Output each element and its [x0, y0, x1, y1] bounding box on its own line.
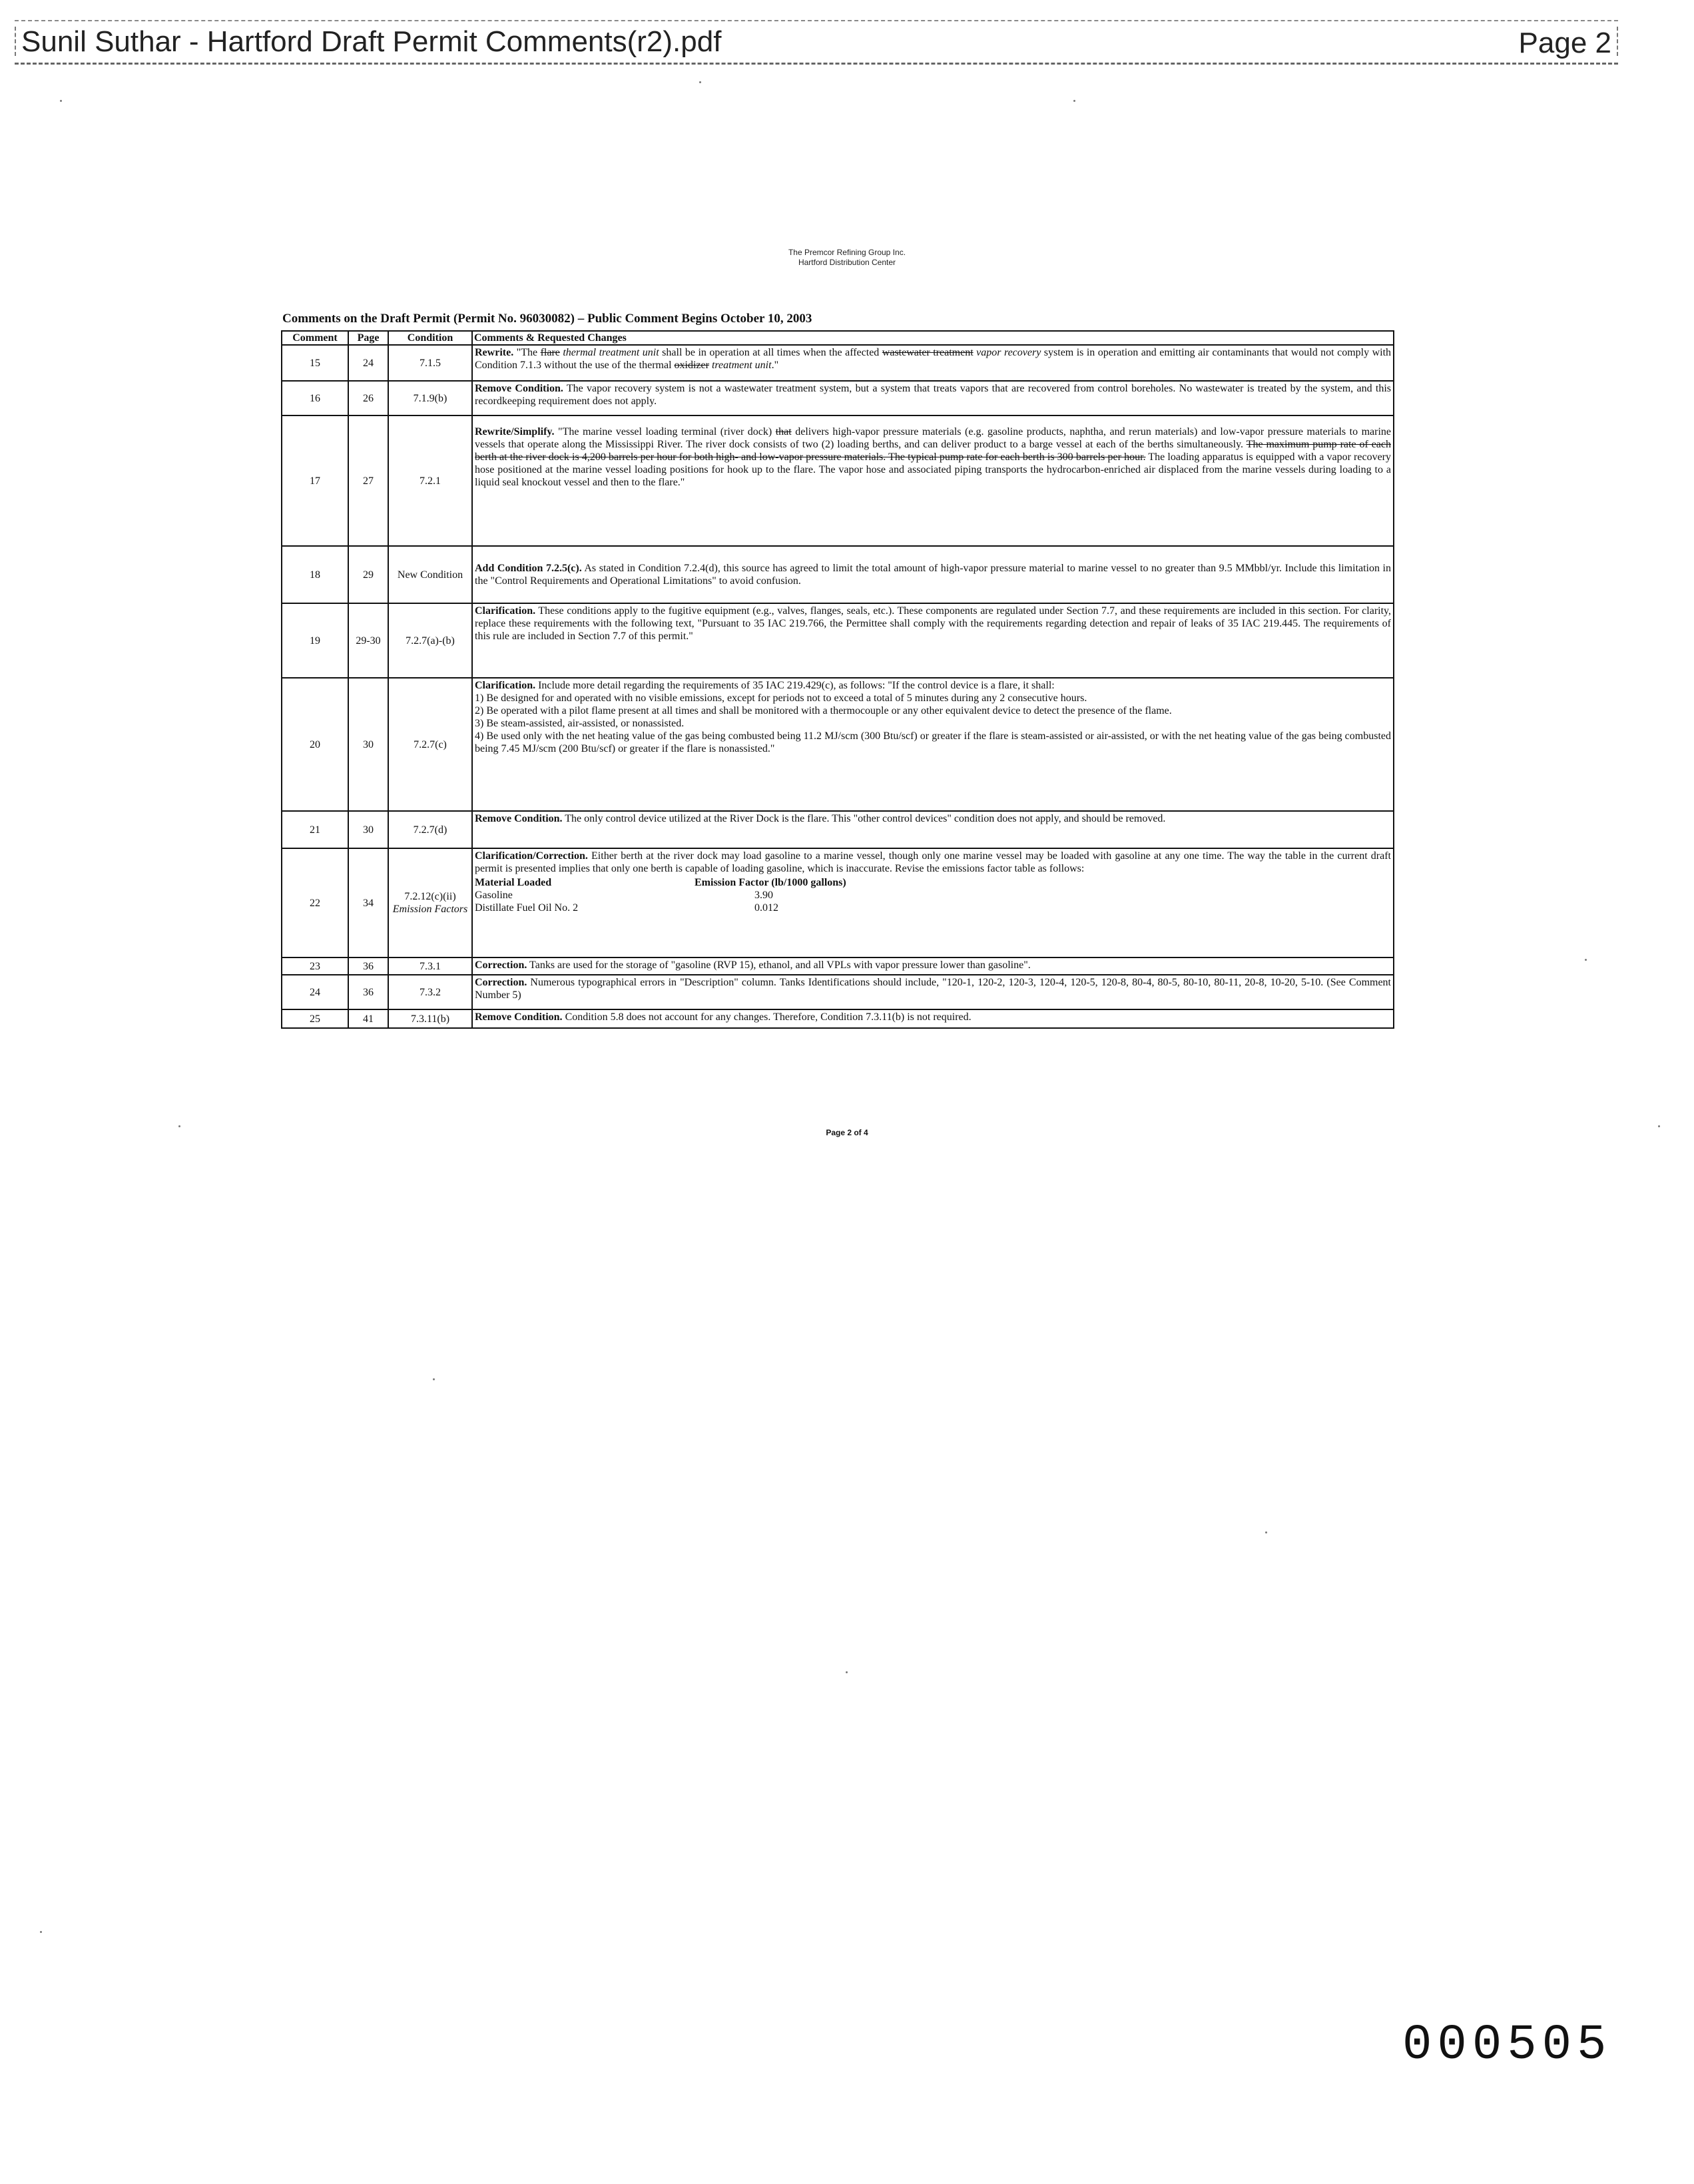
comments-table — [281, 330, 1394, 1029]
page-number: 30 — [348, 678, 388, 811]
struck-text: wastewater treatment — [882, 347, 974, 358]
material-name: Gasoline — [475, 890, 513, 901]
scan-speck — [1073, 100, 1075, 102]
comment-body: system is in operation and emitting air contaminants that would not comply with Condition 7.1.3 without the use of the thermal — [475, 347, 1392, 371]
facility-name: Hartford Distribution Center — [798, 258, 896, 267]
table-row — [282, 415, 1394, 546]
material-name: Distillate Fuel Oil No. 2 — [475, 902, 579, 914]
scan-speck — [1658, 1125, 1660, 1127]
table-row — [282, 381, 1394, 415]
scan-speck — [1265, 1531, 1267, 1533]
condition-ref: 7.3.1 — [388, 957, 472, 975]
comment-lead: Rewrite. — [475, 347, 514, 358]
column-header-condition: Condition — [388, 331, 472, 345]
table-row — [282, 678, 1394, 811]
comment-lead: Remove Condition. — [475, 813, 563, 824]
comment-body: As stated in Condition 7.2.4(d), this source has agreed to limit the total amount of high-vapor pressure material to marine vessel to no greater than 9.5 MMbbl/yr. Include this limitation in the "Control Requirements and Operational Limitations" to avoid confusion. — [475, 563, 1392, 587]
condition-ref: 7.1.9(b) — [388, 381, 472, 415]
comment-body: Tanks are used for the storage of "gasoline (RVP 15), ethanol, and all VPLs with vapor pressure lower than gasoline". — [527, 959, 1031, 971]
company-name: The Premcor Refining Group Inc. — [788, 248, 906, 257]
comment-body: "The — [513, 347, 541, 358]
comment-text — [472, 546, 1394, 603]
comment-number: 16 — [282, 381, 348, 415]
comment-text — [472, 848, 1394, 957]
bates-number: 000505 — [1402, 2018, 1612, 2073]
page-number: 36 — [348, 975, 388, 1009]
comment-number: 22 — [282, 848, 348, 957]
scan-speck — [60, 100, 62, 102]
comment-text — [472, 678, 1394, 811]
emission-factor-row — [475, 902, 1391, 914]
comment-lead: Remove Condition. — [475, 1011, 563, 1023]
factor-value: 3.90 — [754, 890, 773, 901]
company-header — [0, 248, 1694, 268]
comment-body: ." — [771, 360, 779, 371]
table-row — [282, 957, 1394, 975]
print-header — [15, 20, 1618, 65]
header-left-bracket — [15, 27, 18, 56]
inserted-text: vapor recovery — [973, 347, 1041, 358]
comment-lead: Add Condition 7.2.5(c). — [475, 563, 582, 574]
comment-number: 18 — [282, 546, 348, 603]
comment-body: The vapor recovery system is not a wastewater treatment system, but a system that treats vapors that are recovered from control boreholes. No wastewater is treated by the system, and this recordkeeping requirement does not apply. — [475, 383, 1391, 407]
factor-value: 0.012 — [754, 902, 778, 914]
comment-body: Include more detail regarding the requirements of 35 IAC 219.429(c), as follows: "If the control device is a flare, it shall: — [535, 680, 1055, 691]
condition-ref: 7.2.1 — [388, 415, 472, 546]
comment-text — [472, 975, 1394, 1009]
requirement-item: 3) Be steam-assisted, air-assisted, or nonassisted. — [475, 718, 685, 729]
comment-number: 19 — [282, 603, 348, 678]
page-number: 24 — [348, 345, 388, 381]
comment-body: The only control device utilized at the River Dock is the flare. This "other control devices" condition does not apply, and should be removed. — [562, 813, 1166, 824]
comment-text — [472, 1009, 1394, 1028]
page-number: 26 — [348, 381, 388, 415]
comment-number: 21 — [282, 811, 348, 848]
comment-number: 20 — [282, 678, 348, 811]
table-row — [282, 546, 1394, 603]
condition-number: 7.2.12(c)(ii) — [404, 891, 456, 902]
struck-text: oxidizer — [674, 360, 709, 371]
scan-speck — [699, 81, 701, 83]
condition-ref: 7.1.5 — [388, 345, 472, 381]
condition-ref: 7.2.7(d) — [388, 811, 472, 848]
column-header-page: Page — [348, 331, 388, 345]
header-right-bracket — [1615, 27, 1618, 56]
comment-lead: Clarification. — [475, 605, 536, 617]
condition-ref — [388, 848, 472, 957]
condition-subtitle: Emission Factors — [392, 904, 468, 915]
inserted-text: treatment unit — [708, 360, 772, 371]
comment-body: Numerous typographical errors in "Description" column. Tanks Identifications should include, "120-1, 120-2, 120-3, 120-4, 120-5, 120-8, 80-4, 80-5, 80-10, 80-11, 20-8, 10-20, 5-10. (See Comment Number 5) — [475, 977, 1391, 1001]
comment-body: Condition 5.8 does not account for any changes. Therefore, Condition 7.3.11(b) is not required. — [562, 1011, 972, 1023]
comment-lead: Clarification. — [475, 680, 536, 691]
comment-body: shall be in operation at all times when the affected — [659, 347, 882, 358]
page-number: 29 — [348, 546, 388, 603]
comment-body: delivers high-vapor pressure materials (e.g. gasoline products, naphtha, and rerun materials) and low-vapor pressure materials to marine vessels that operate along the Mississippi River. The river dock consists of two (2) loading berths, and can deliver product to a barge vessel at each of the berths simultaneously. — [475, 426, 1392, 450]
emission-factor-header — [475, 876, 1391, 889]
page-footer: Page 2 of 4 — [826, 1128, 868, 1137]
page-number: 27 — [348, 415, 388, 546]
scan-speck — [1585, 959, 1587, 961]
comment-number: 17 — [282, 415, 348, 546]
condition-ref: 7.2.7(a)-(b) — [388, 603, 472, 678]
page-number: 29-30 — [348, 603, 388, 678]
column-header-comment: Comment — [282, 331, 348, 345]
scan-speck — [846, 1671, 848, 1673]
table-row — [282, 603, 1394, 678]
scan-speck — [178, 1125, 180, 1127]
table-row — [282, 1009, 1394, 1028]
requirement-item: 4) Be used only with the net heating value of the gas being combusted being 11.2 MJ/scm (300 Btu/scf) or greater if the flare is steam-assisted or air-assisted, or with the net heating value of the gas being combusted being 7.45 MJ/scm (200 Btu/scf) or greater if the flare is nonassisted." — [475, 730, 1391, 754]
page-number: 36 — [348, 957, 388, 975]
comment-body: The loading apparatus is equipped with a vapor recovery hose positioned at the marine vessel loading positions for hook up to the flare. The vapor hose and associated piping transports the hydrocarbon-enriched air displaced from the marine vessels during loading to a liquid seal knockout vessel and then to the flare." — [475, 451, 1392, 488]
comment-number: 23 — [282, 957, 348, 975]
table-caption: Comments on the Draft Permit (Permit No. 96030082) – Public Comment Begins October 10, 2003 — [282, 312, 812, 326]
comment-text — [472, 603, 1394, 678]
comment-text — [472, 957, 1394, 975]
table-row — [282, 848, 1394, 957]
comment-number: 15 — [282, 345, 348, 381]
condition-ref: 7.2.7(c) — [388, 678, 472, 811]
struck-text: The maximum pump rate of each berth at the river dock is 4,200 barrels per hour for both high- and low-vapor pressure materials. The typical pump rate for each berth is 300 barrels per hour. — [475, 439, 1391, 463]
scan-speck — [433, 1378, 435, 1380]
comment-body: "The marine vessel loading terminal (river dock) — [554, 426, 776, 437]
comment-lead: Remove Condition. — [475, 383, 563, 394]
emission-factor-table — [475, 876, 1391, 914]
document-title: Sunil Suthar - Hartford Draft Permit Comments(r2).pdf — [21, 25, 722, 58]
comment-body: These conditions apply to the fugitive equipment (e.g., valves, flanges, seals, etc.). These components are regulated under Section 7.7, and these requirements are included in this section. For clarity, replace these requirements with the following text, "Pursuant to 35 IAC 219.766, the Permittee shall comply with the requirements regarding detection and repair of leaks of 35 IAC 219.445. The requirements of this rule are included in Section 7.7 of this permit." — [475, 605, 1391, 642]
material-header: Material Loaded — [475, 877, 552, 888]
scan-speck — [40, 1931, 42, 1933]
page-label: Page 2 — [1518, 27, 1611, 59]
emission-factor-row — [475, 889, 1391, 902]
comment-text — [472, 811, 1394, 848]
requirement-item: 1) Be designed for and operated with no visible emissions, except for periods not to exceed a total of 5 minutes during any 2 consecutive hours. — [475, 692, 1087, 704]
factor-header: Emission Factor (lb/1000 gallons) — [695, 877, 846, 888]
table-row — [282, 975, 1394, 1009]
condition-ref: 7.3.2 — [388, 975, 472, 1009]
struck-text: that — [775, 426, 792, 437]
comment-body: Either berth at the river dock may load gasoline to a marine vessel, though only one marine vessel may be loaded with gasoline at any one time. The way the table in the current draft permit is presented implies that only one berth is capable of loading gasoline, which is inaccurate. Revise the emissions factor table as follows: — [475, 850, 1391, 874]
comment-lead: Rewrite/Simplify. — [475, 426, 555, 437]
page-number: 41 — [348, 1009, 388, 1028]
requirement-item: 2) Be operated with a pilot flame present at all times and shall be monitored with a thermocouple or any other equivalent device to detect the presence of the flame. — [475, 705, 1172, 716]
struck-text: flare — [540, 347, 560, 358]
page-number: 34 — [348, 848, 388, 957]
comment-number: 25 — [282, 1009, 348, 1028]
column-header-comments: Comments & Requested Changes — [472, 331, 1394, 345]
page-number: 30 — [348, 811, 388, 848]
comment-lead: Correction. — [475, 977, 527, 988]
inserted-text: thermal treatment unit — [559, 347, 659, 358]
comment-text — [472, 381, 1394, 415]
comment-text — [472, 345, 1394, 381]
table-row — [282, 811, 1394, 848]
condition-ref: 7.3.11(b) — [388, 1009, 472, 1028]
table-header-row — [282, 331, 1394, 345]
comment-number: 24 — [282, 975, 348, 1009]
comment-text — [472, 415, 1394, 546]
comment-lead: Correction. — [475, 959, 527, 971]
table-row — [282, 345, 1394, 381]
comment-lead: Clarification/Correction. — [475, 850, 588, 862]
condition-ref: New Condition — [388, 546, 472, 603]
